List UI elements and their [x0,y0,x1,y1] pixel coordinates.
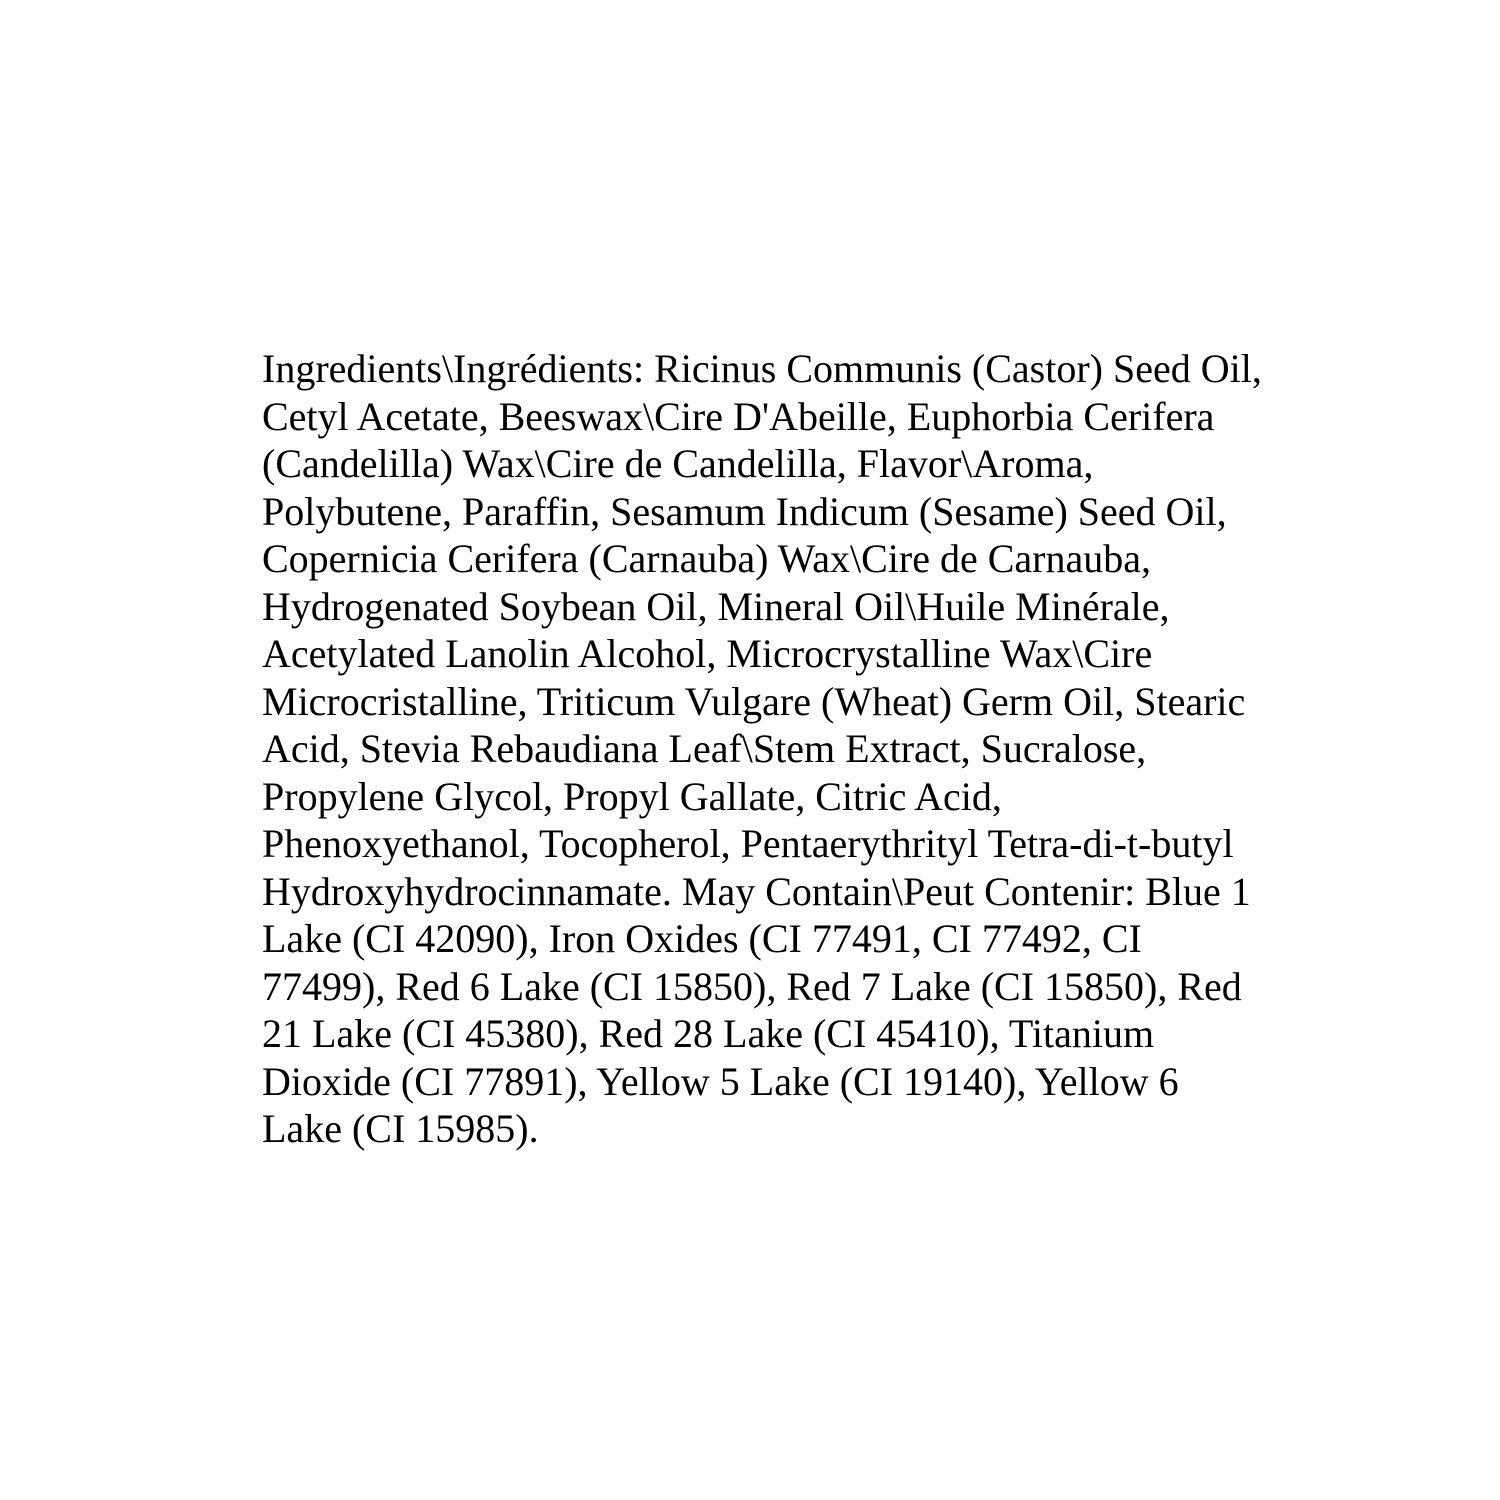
ingredients-line: Phenoxyethanol, Tocopherol, Pentaerythrityl Tetra-di-t-butyl [262,821,1234,866]
ingredients-line: Ingredients\Ingrédients: Ricinus Communis (Castor) Seed Oil, [262,346,1262,391]
ingredients-line: Propylene Glycol, Propyl Gallate, Citric Acid, [262,773,1002,819]
ingredients-line: Microcristalline, Triticum Vulgare (Wheat) Germ Oil, Stearic [262,678,1246,724]
ingredients-line: Copernicia Cerifera (Carnauba) Wax\Cire de Carnauba, [262,536,1151,581]
ingredients-line: Hydroxyhydrocinnamate. May Contain\Peut Contenir: Blue 1 [262,868,1251,914]
ingredients-line: Acid, Stevia Rebaudiana Leaf\Stem Extract, Sucralose, [262,726,1147,771]
ingredients-line: (Candelilla) Wax\Cire de Candelilla, Flavor\Aroma, [262,441,1094,486]
ingredients-line: Lake (CI 42090), Iron Oxides (CI 77491, CI 77492, CI [262,916,1142,961]
ingredients-line: 77499), Red 6 Lake (CI 15850), Red 7 Lake (CI 15850), Red [262,963,1242,1009]
ingredients-line: Acetylated Lanolin Alcohol, Microcrystalline Wax\Cire [262,631,1153,676]
ingredients-line: Cetyl Acetate, Beeswax\Cire D'Abeille, Euphorbia Cerifera [262,393,1215,439]
ingredients-line: Polybutene, Paraffin, Sesamum Indicum (Sesame) Seed Oil, [262,488,1227,534]
ingredients-label [262,345,1272,1153]
ingredients-line: Lake (CI 15985). [262,1106,539,1151]
ingredients-line: 21 Lake (CI 45380), Red 28 Lake (CI 45410), Titanium [262,1011,1155,1056]
ingredients-line: Dioxide (CI 77891), Yellow 5 Lake (CI 19140), Yellow 6 [262,1058,1179,1104]
ingredients-line: Hydrogenated Soybean Oil, Mineral Oil\Huile Minérale, [262,583,1170,629]
